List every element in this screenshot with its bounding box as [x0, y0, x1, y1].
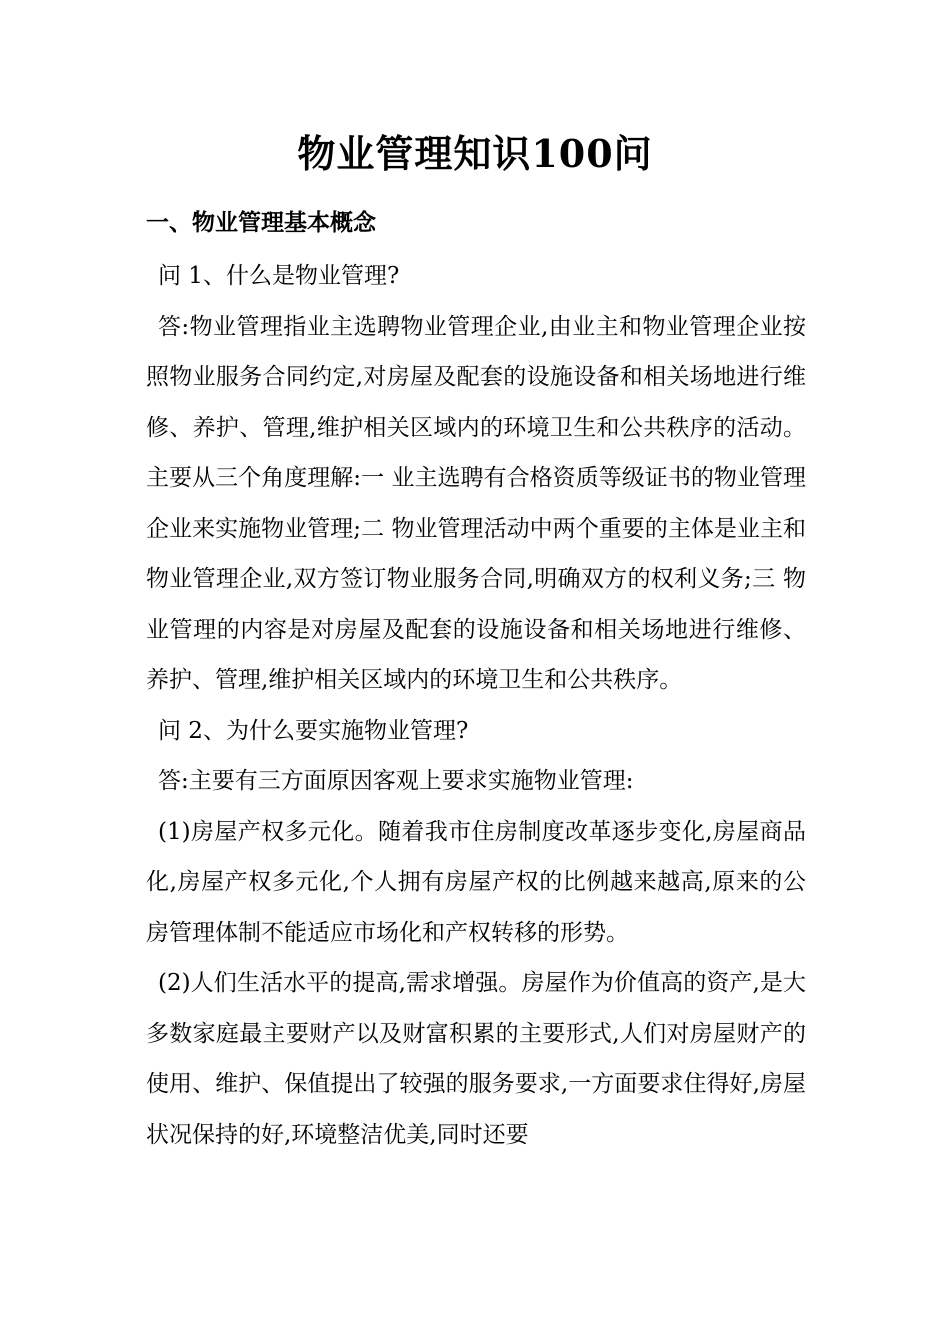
document-body: [146, 251, 806, 1160]
question-2: 问 2、为什么要实施物业管理?: [158, 717, 469, 744]
answer-2-intro: 答:主要有三方面原因客观上要求实施物业管理:: [158, 768, 634, 794]
answer-2-point-1: (1)房屋产权多元化。随着我市住房制度改革逐步变化,房屋商品化,房屋产权多元化,个人拥有房屋产权的比例越来越高,原来的公房管理体制不能适应市场化和产权转移的形势。: [146, 818, 806, 946]
section-heading: 一、物业管理基本概念: [146, 209, 376, 236]
answer-1-paragraph: 答:物业管理指业主选聘物业管理企业,由业主和物业管理企业按照物业服务合同约定,对房屋及配套的设施设备和相关场地进行维修、养护、管理,维护相关区域内的环境卫生和公共秩序的活动。主要从三个角度理解:一 业主选聘有合格资质等级证书的物业管理企业来实施物业管理;二 物业管理活动中两个重要的主体是业主和物业管理企业,双方签订物业服务合同,明确双方的权利义务;三 物业管理的内容是对房屋及配套的设施设备和相关场地进行维修、养护、管理,维护相关区域内的环境卫生和公共秩序。: [146, 313, 806, 693]
document-title: 物业管理知识100问: [297, 131, 653, 176]
answer-2-point-2: (2)人们生活水平的提高,需求增强。房屋作为价值高的资产,是大多数家庭最主要财产以及财富积累的主要形式,人们对房屋财产的使用、维护、保值提出了较强的服务要求,一方面要求住得好,房屋状况保持的好,环境整洁优美,同时还要: [146, 970, 806, 1148]
question-1: 问 1、什么是物业管理?: [158, 263, 400, 289]
